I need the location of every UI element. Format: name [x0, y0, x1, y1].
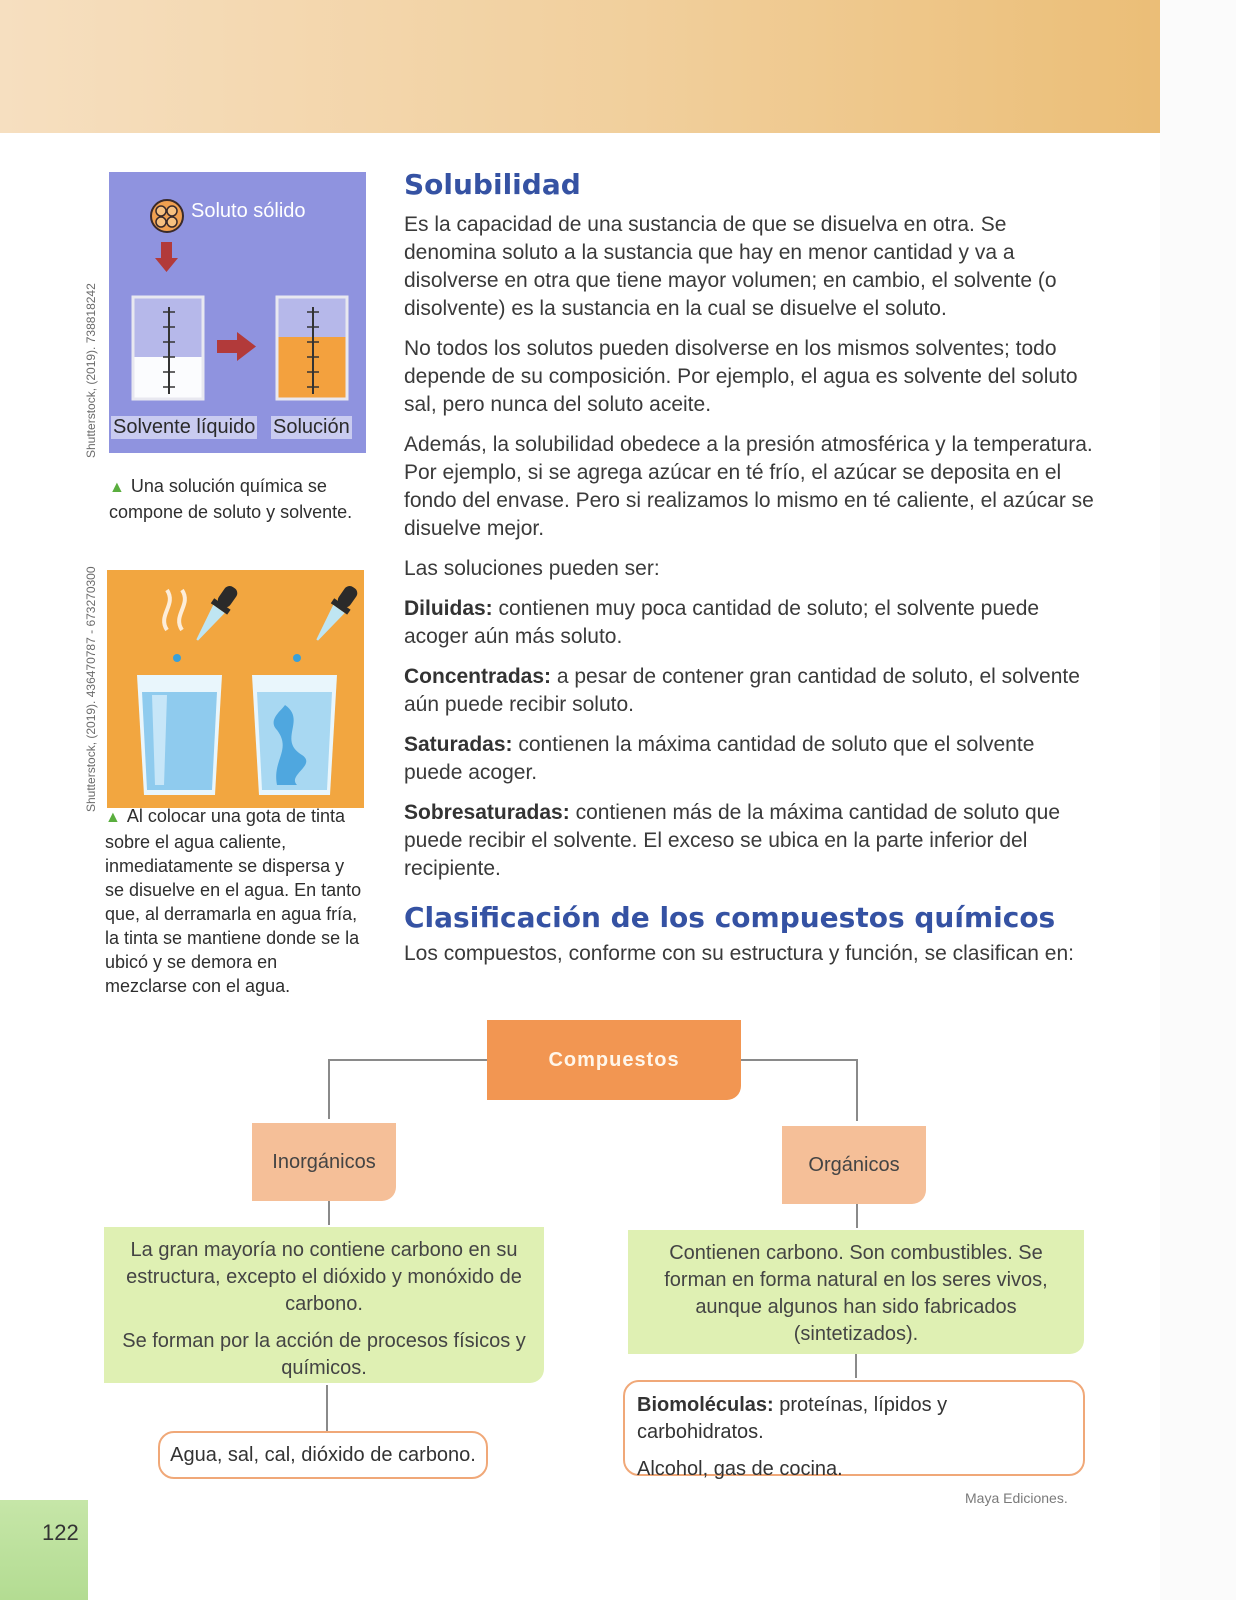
- connector-line: [326, 1385, 328, 1431]
- top-color-band: [0, 0, 1160, 133]
- page-number: 122: [42, 1520, 79, 1545]
- figure2-caption-text: Al colocar una gota de tinta sobre el agua caliente, inmediatamente se dispersa y se disuelve en el agua. En tanto que, al derramarla en agua fría, la tinta se mantiene donde se la ubicó y se demora en mezclarse con el agua.: [105, 806, 362, 996]
- paragraph: Es la capacidad de una sustancia de que se disuelva en otra. Se denomina soluto a la sustancia que hay en menor cantidad y va a disolverse en otra que tiene mayor volumen; en cambio, el solvente (o disolvente) es la sustancia en la cual se disuelve el soluto.: [404, 213, 1057, 320]
- connector-line: [855, 1354, 857, 1378]
- caption-triangle-icon: ▲: [109, 479, 125, 496]
- paragraph: Además, la solubilidad obedece a la presión atmosférica y la temperatura. Por ejemplo, si se agrega azúcar en té frío, el azúcar se deposita en el fondo del envase. Pero si realizamos lo mismo en té caliente, el azúcar se disuelve mejor.: [404, 433, 1094, 540]
- solubilidad-heading: Solubilidad: [404, 168, 581, 201]
- connector-line: [328, 1059, 330, 1119]
- dropper-icon: [189, 582, 242, 646]
- connector-line: [328, 1201, 330, 1225]
- down-arrow-icon: [155, 242, 178, 272]
- solution-type-sobresaturadas: [404, 799, 1094, 883]
- solution-type-concentradas: [404, 663, 1094, 719]
- ink-glasses-photo: [107, 570, 364, 808]
- organicos-description: [628, 1230, 1084, 1354]
- solution-type-saturadas: [404, 731, 1094, 787]
- figure1-caption: [109, 474, 367, 524]
- organicos-examples: [623, 1380, 1085, 1480]
- term: Saturadas:: [404, 733, 513, 756]
- organicos-examples-line2: Alcohol, gas de cocina.: [637, 1458, 843, 1480]
- ink-glasses-graphic: [107, 570, 364, 808]
- inorganicos-desc-2: Se forman por la acción de procesos físicos y químicos.: [122, 1330, 526, 1379]
- definition: proteínas, lípidos y carbohidratos.: [637, 1394, 948, 1443]
- clasificacion-intro: Los compuestos, conforme con su estructura y función, se clasifican en:: [404, 942, 1075, 965]
- connector-line: [741, 1059, 858, 1061]
- organicos-desc: Contienen carbono. Son combustibles. Se forman en forma natural en los seres vivos, aunque algunos han sido fabricados (sintetizados).: [664, 1242, 1048, 1345]
- definition: contienen más de la máxima cantidad de soluto que puede recibir el solvente. El exceso se ubica en la parte inferior del recipiente.: [404, 801, 1061, 880]
- right-arrow-icon: [217, 332, 256, 361]
- paragraph: Las soluciones pueden ser:: [404, 557, 660, 580]
- term: Sobresaturadas:: [404, 801, 570, 824]
- inorganicos-description: [104, 1227, 544, 1383]
- connector-line: [328, 1059, 488, 1061]
- term: Concentradas:: [404, 665, 552, 688]
- caption-triangle-icon: ▲: [105, 809, 121, 826]
- paragraph: No todos los solutos pueden disolverse en los mismos solventes; todo depende de su composición. Por ejemplo, el agua es solvente del soluto sal, pero nunca del soluto aceite.: [404, 337, 1078, 416]
- definition: contienen la máxima cantidad de soluto que el solvente puede acoger.: [404, 733, 1035, 784]
- figure1-caption-text: Una solución química se compone de soluto y solvente.: [109, 476, 353, 522]
- inorganicos-desc-1: La gran mayoría no contiene carbono en su estructura, excepto el dióxido y monóxido de carbono.: [126, 1239, 522, 1315]
- inorganicos-node: Inorgánicos: [252, 1123, 396, 1201]
- hot-water-glass: [137, 675, 222, 795]
- organicos-node: Orgánicos: [782, 1126, 926, 1204]
- solution-label: Solución: [273, 416, 350, 438]
- solute-label: Soluto sólido: [191, 200, 306, 222]
- main-text-column: [404, 168, 1094, 980]
- definition: a pesar de contener gran cantidad de soluto, el solvente aún puede recibir soluto.: [404, 665, 1080, 716]
- page-edge: [1160, 0, 1236, 1600]
- solution-type-diluidas: [404, 595, 1094, 651]
- page-number-tab: [0, 1500, 88, 1600]
- organicos-examples-line1: [637, 1392, 1071, 1446]
- cold-water-glass: [252, 675, 337, 795]
- connector-line: [856, 1204, 858, 1228]
- inorganicos-examples: Agua, sal, cal, dióxido de carbono.: [158, 1431, 488, 1479]
- photo-credit-1: Shutterstock, (2019). 738818242: [84, 283, 98, 458]
- dropper-icon: [309, 582, 362, 646]
- figure2-caption: [105, 804, 363, 998]
- term: Biomoléculas:: [637, 1394, 774, 1416]
- publisher-credit: Maya Ediciones.: [965, 1490, 1068, 1506]
- clasificacion-heading: Clasificación de los compuestos químicos: [404, 901, 1056, 934]
- beaker-solution: [277, 297, 347, 399]
- term: Diluidas:: [404, 597, 493, 620]
- solvent-label: Solvente líquido: [113, 416, 256, 438]
- solute-ball-icon: [151, 200, 183, 232]
- beaker-solvent: [133, 297, 203, 399]
- definition: contienen muy poca cantidad de soluto; el solvente puede acoger aún más soluto.: [404, 597, 1040, 648]
- photo-credit-2: Shutterstock, (2019). 436470787 - 673270300: [84, 566, 98, 812]
- solution-illustration: [109, 172, 366, 453]
- compuestos-node: Compuestos: [487, 1020, 741, 1100]
- connector-line: [856, 1059, 858, 1121]
